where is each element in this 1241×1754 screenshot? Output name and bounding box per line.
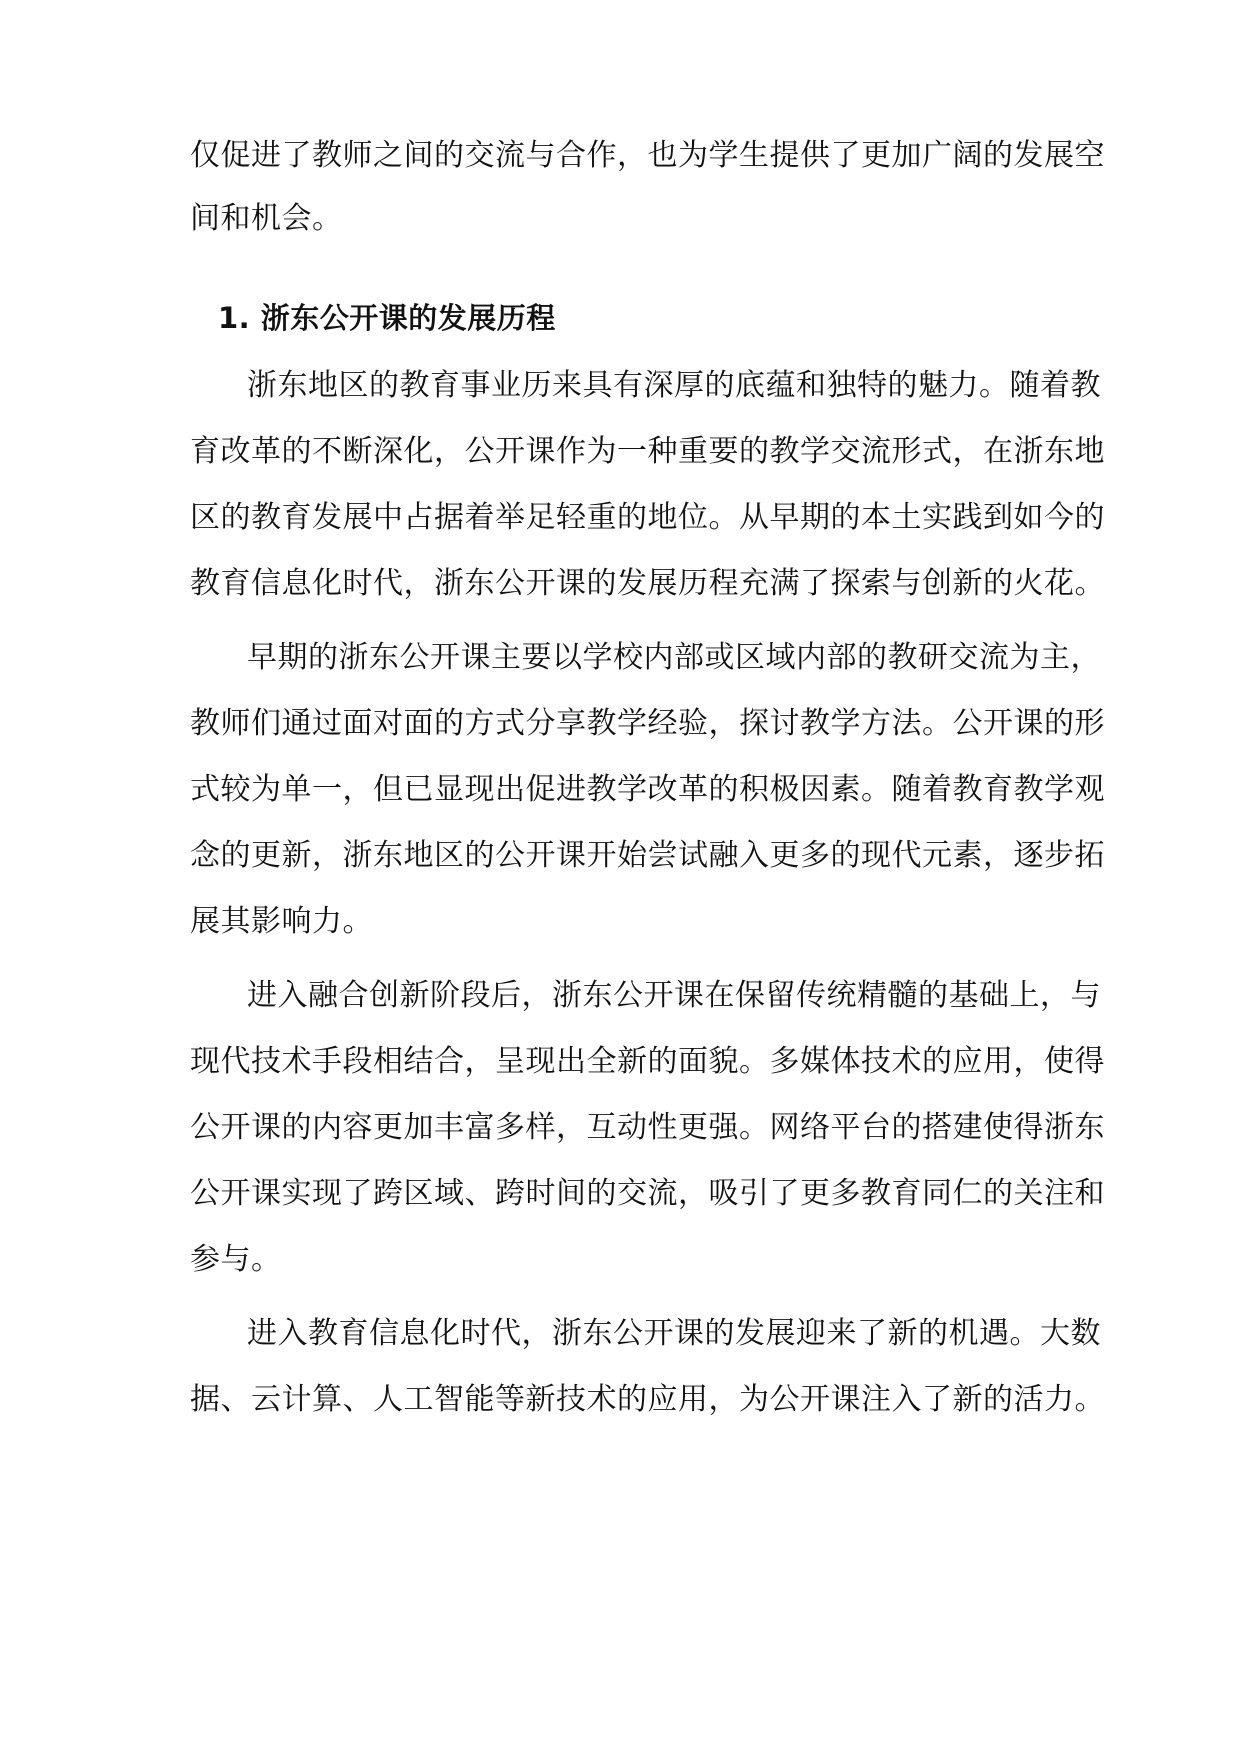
paragraph-1-line-4: 教育信息化时代，浙东公开课的发展历程充满了探索与创新的火花。 <box>190 566 1105 601</box>
paragraph-1-line-1: 浙东地区的教育事业历来具有深厚的底蕴和独特的魅力。随着教 <box>247 368 1101 403</box>
paragraph-4-line-1: 进入教育信息化时代，浙东公开课的发展迎来了新的机遇。大数 <box>247 1316 1101 1351</box>
paragraph-3-line-3: 公开课的内容更加丰富多样，互动性更强。网络平台的搭建使得浙东 <box>190 1110 1105 1145</box>
section-heading: 1. 浙东公开课的发展历程 <box>218 301 556 335</box>
paragraph-2-line-1: 早期的浙东公开课主要以学校内部或区域内部的教研交流为主， <box>247 640 1101 675</box>
paragraph-3-line-2: 现代技术手段相结合，呈现出全新的面貌。多媒体技术的应用，使得 <box>190 1044 1105 1079</box>
paragraph-2-line-3: 式较为单一，但已显现出促进教学改革的积极因素。随着教育教学观 <box>190 772 1105 807</box>
paragraph-3-line-5: 参与。 <box>190 1242 282 1277</box>
paragraph-1-line-3: 区的教育发展中占据着举足轻重的地位。从早期的本土实践到如今的 <box>190 500 1105 535</box>
intro-line-1: 仅促进了教师之间的交流与合作，也为学生提供了更加广阔的发展空 <box>190 138 1105 173</box>
paragraph-2-line-2: 教师们通过面对面的方式分享教学经验，探讨教学方法。公开课的形 <box>190 706 1105 741</box>
paragraph-2-line-5: 展其影响力。 <box>190 904 373 939</box>
paragraph-4-line-2: 据、云计算、人工智能等新技术的应用，为公开课注入了新的活力。 <box>190 1382 1105 1417</box>
paragraph-2-line-4: 念的更新，浙东地区的公开课开始尝试融入更多的现代元素，逐步拓 <box>190 838 1105 873</box>
paragraph-3-line-1: 进入融合创新阶段后，浙东公开课在保留传统精髓的基础上，与 <box>247 978 1101 1013</box>
paragraph-1-line-2: 育改革的不断深化，公开课作为一种重要的教学交流形式，在浙东地 <box>190 434 1105 469</box>
paragraph-3-line-4: 公开课实现了跨区域、跨时间的交流，吸引了更多教育同仁的关注和 <box>190 1176 1105 1211</box>
intro-line-2: 间和机会。 <box>190 201 343 236</box>
